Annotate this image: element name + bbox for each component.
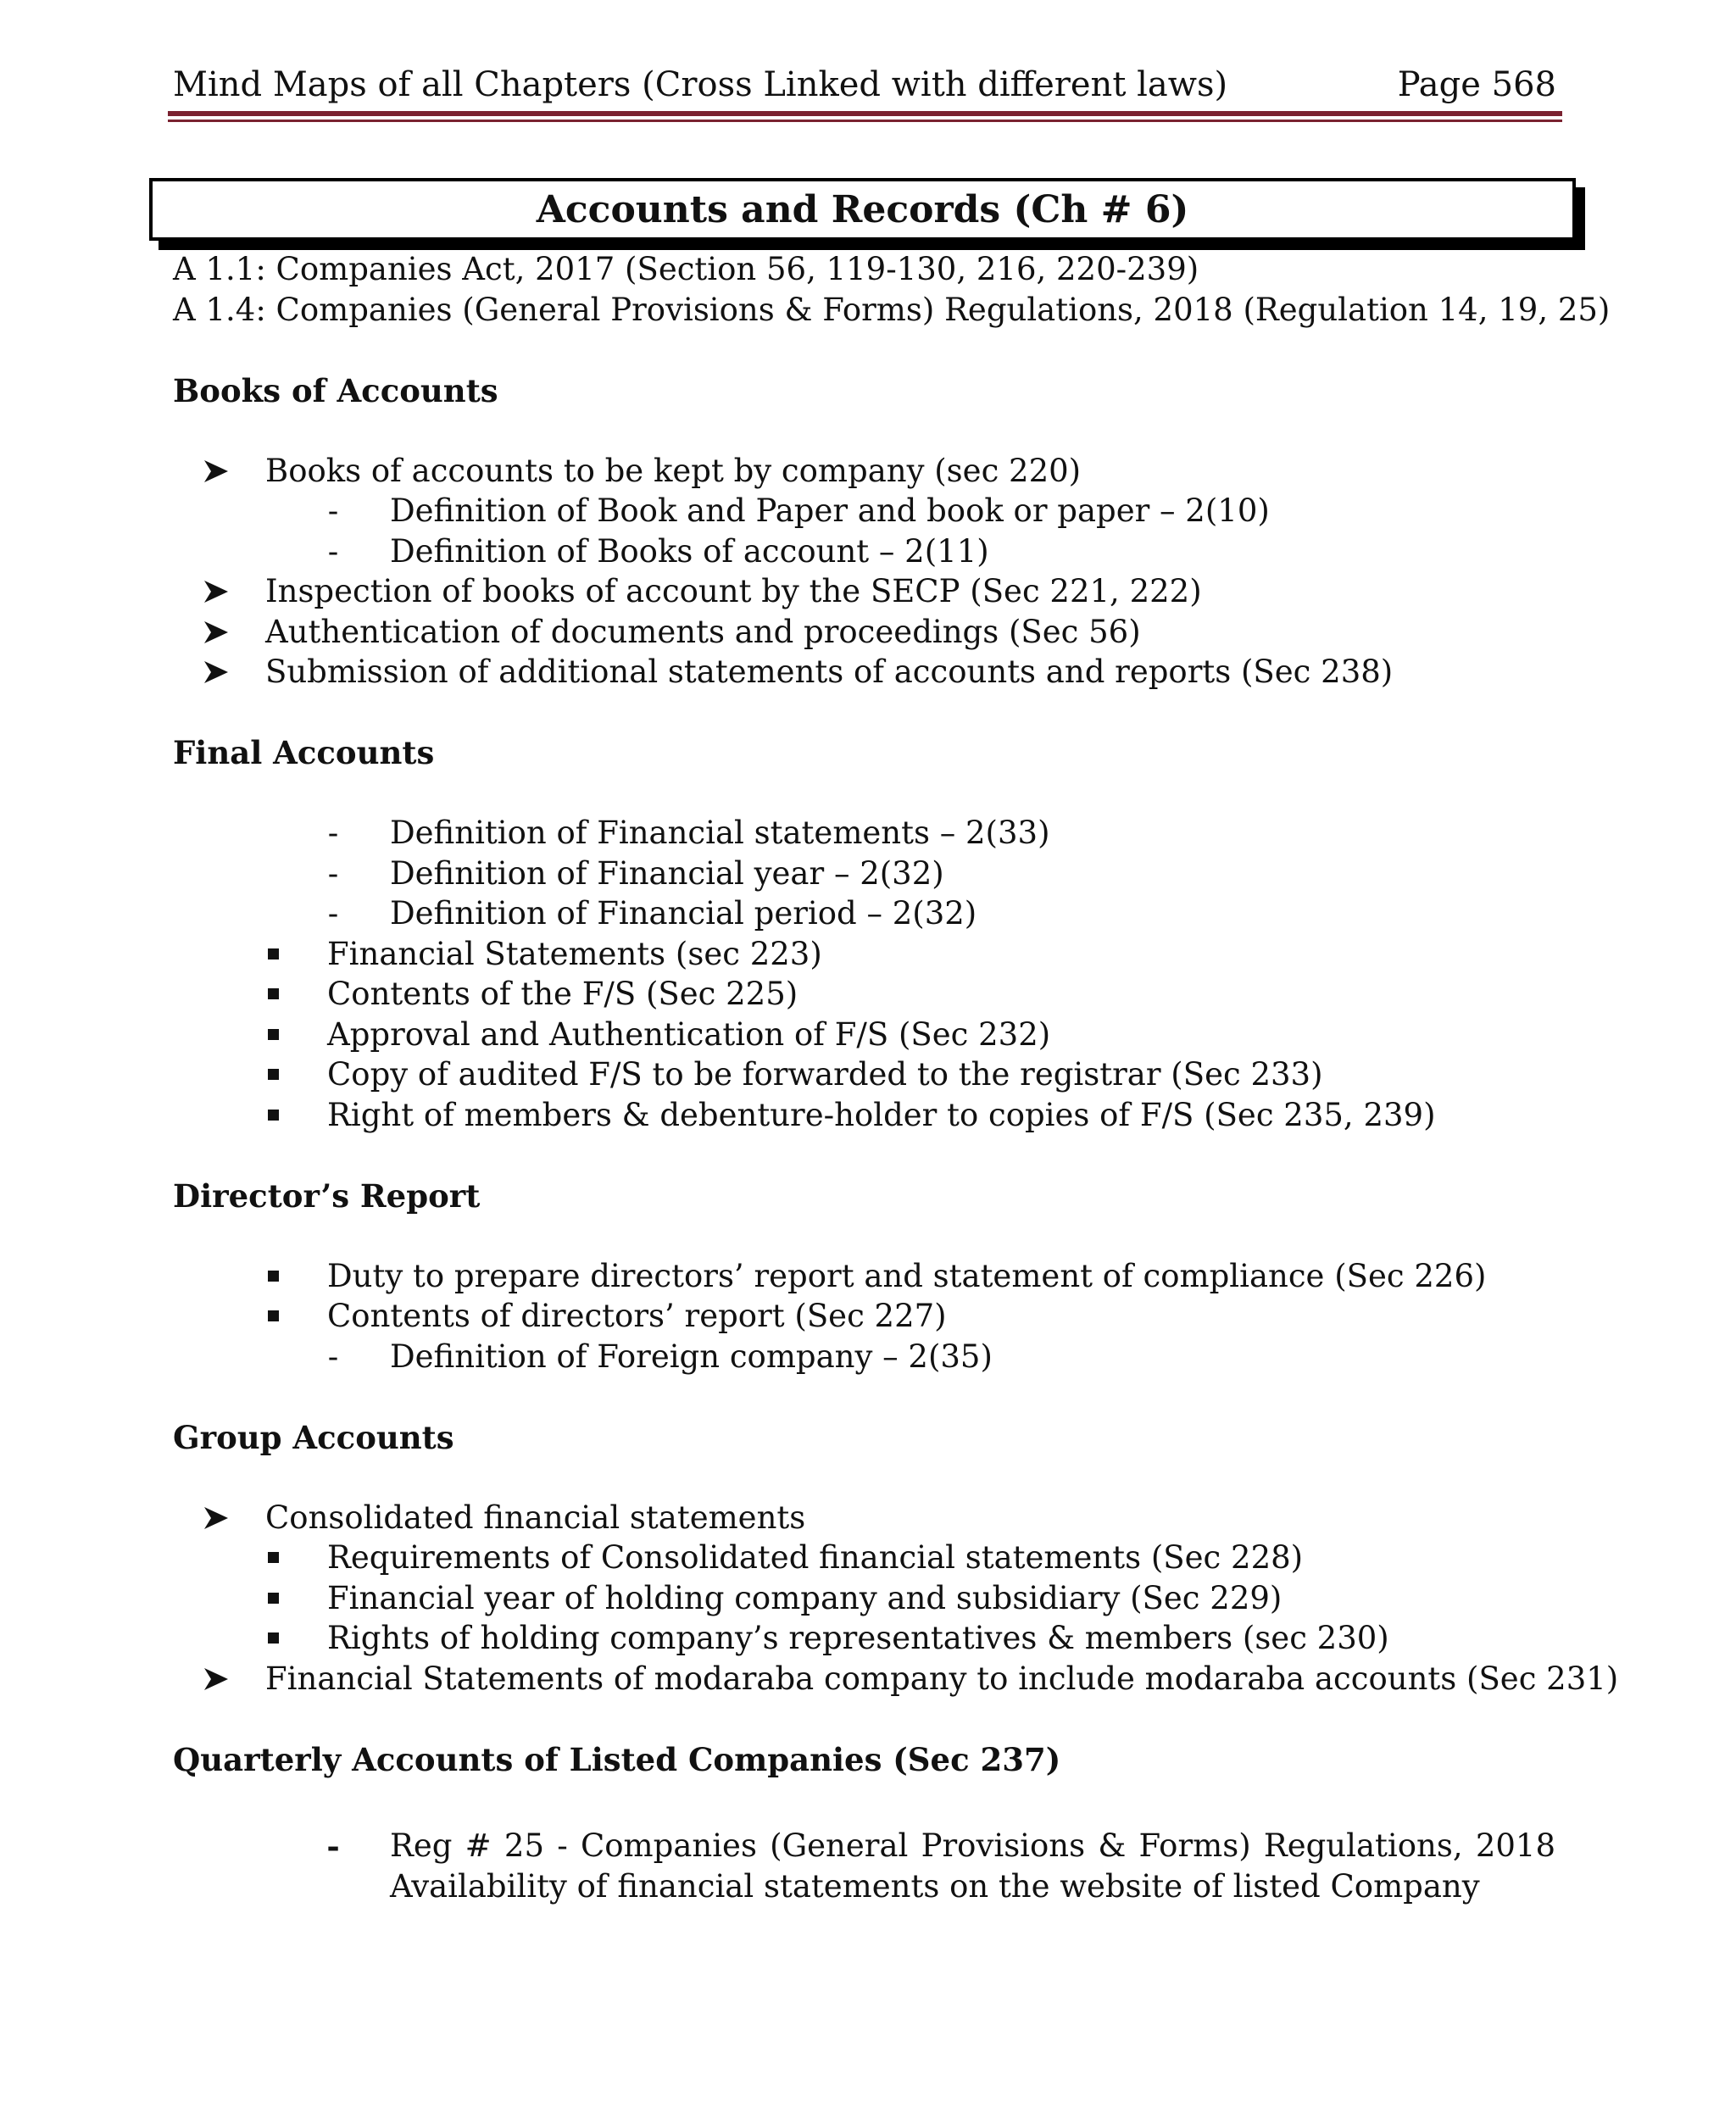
dash-bullet: - bbox=[327, 1338, 339, 1375]
list-item: Financial year of holding company and subsidiary (Sec 229) bbox=[327, 1580, 1283, 1616]
list-item: Contents of the F/S (Sec 225) bbox=[327, 976, 798, 1012]
square-bullet bbox=[259, 936, 287, 959]
list-item: Financial Statements of modaraba company to include modaraba accounts (Sec 231) bbox=[265, 1660, 1619, 1697]
list-item: Financial Statements (sec 223) bbox=[327, 936, 822, 972]
list-item: Rights of holding company’s representatives & members (sec 230) bbox=[327, 1620, 1389, 1656]
arrow-bullet-icon bbox=[203, 573, 231, 603]
list-item: Availability of financial statements on the website of listed Company bbox=[390, 1868, 1480, 1905]
arrow-bullet-icon bbox=[203, 654, 231, 684]
square-bullet bbox=[259, 1539, 287, 1563]
reference-line: A 1.4: Companies (General Provisions & Forms) Regulations, 2018 (Regulation 14, 19, 25) bbox=[173, 292, 1611, 328]
list-item: Submission of additional statements of accounts and reports (Sec 238) bbox=[265, 654, 1394, 690]
square-bullet bbox=[259, 1097, 287, 1121]
section-heading: Group Accounts bbox=[173, 1419, 454, 1456]
page-number: Page 568 bbox=[1397, 65, 1556, 104]
square-bullet bbox=[259, 1580, 287, 1604]
header-rule-thick bbox=[168, 111, 1562, 116]
header-rule-thin bbox=[168, 120, 1562, 122]
square-bullet bbox=[259, 1258, 287, 1282]
list-item: Contents of directors’ report (Sec 227) bbox=[327, 1298, 947, 1334]
reference-line: A 1.1: Companies Act, 2017 (Section 56, 119-130, 216, 220-239) bbox=[173, 251, 1199, 287]
dash-bullet: - bbox=[327, 492, 339, 529]
square-bullet bbox=[259, 1620, 287, 1644]
list-item: Approval and Authentication of F/S (Sec 232) bbox=[327, 1016, 1051, 1053]
arrow-bullet-icon bbox=[203, 614, 231, 644]
arrow-bullet-icon bbox=[203, 1660, 231, 1691]
list-item: Definition of Foreign company – 2(35) bbox=[390, 1338, 993, 1375]
list-item: Definition of Book and Paper and book or paper – 2(10) bbox=[390, 492, 1270, 529]
chapter-title: Accounts and Records (Ch # 6) bbox=[536, 187, 1189, 231]
dash-bullet: - bbox=[327, 815, 339, 851]
dash-bullet: - bbox=[326, 1827, 340, 1865]
running-header-title: Mind Maps of all Chapters (Cross Linked with different laws) bbox=[173, 65, 1228, 104]
list-item: Right of members & debenture-holder to copies of F/S (Sec 235, 239) bbox=[327, 1097, 1436, 1133]
list-item: Inspection of books of account by the SECP (Sec 221, 222) bbox=[265, 573, 1202, 609]
list-item: Duty to prepare directors’ report and statement of compliance (Sec 226) bbox=[327, 1258, 1487, 1294]
list-item: Consolidated financial statements bbox=[265, 1499, 806, 1536]
square-bullet bbox=[259, 1298, 287, 1321]
square-bullet bbox=[259, 976, 287, 999]
chapter-title-box bbox=[149, 178, 1576, 241]
section-heading: Director’s Report bbox=[173, 1177, 481, 1215]
list-item: Copy of audited F/S to be forwarded to the registrar (Sec 233) bbox=[327, 1056, 1323, 1093]
section-heading: Quarterly Accounts of Listed Companies (Sec 237) bbox=[173, 1741, 1061, 1778]
square-bullet bbox=[259, 1056, 287, 1080]
square-bullet bbox=[259, 1016, 287, 1040]
list-item: Authentication of documents and proceedings (Sec 56) bbox=[265, 614, 1141, 650]
list-item: Definition of Financial period – 2(32) bbox=[390, 895, 977, 932]
list-item: Definition of Financial statements – 2(33) bbox=[390, 815, 1050, 851]
arrow-bullet-icon bbox=[203, 1499, 231, 1530]
list-item: Definition of Financial year – 2(32) bbox=[390, 855, 944, 892]
dash-bullet: - bbox=[327, 895, 339, 932]
list-item: Requirements of Consolidated financial statements (Sec 228) bbox=[327, 1539, 1304, 1576]
list-item: Definition of Books of account – 2(11) bbox=[390, 533, 989, 570]
list-item: Books of accounts to be kept by company (sec 220) bbox=[265, 453, 1082, 489]
arrow-bullet-icon bbox=[203, 453, 231, 483]
section-heading: Books of Accounts bbox=[173, 372, 498, 409]
list-item: Reg # 25 - Companies (General Provisions & Forms) Regulations, 2018 bbox=[390, 1827, 1555, 1864]
dash-bullet: - bbox=[327, 533, 339, 570]
section-heading: Final Accounts bbox=[173, 734, 435, 771]
dash-bullet: - bbox=[327, 855, 339, 892]
